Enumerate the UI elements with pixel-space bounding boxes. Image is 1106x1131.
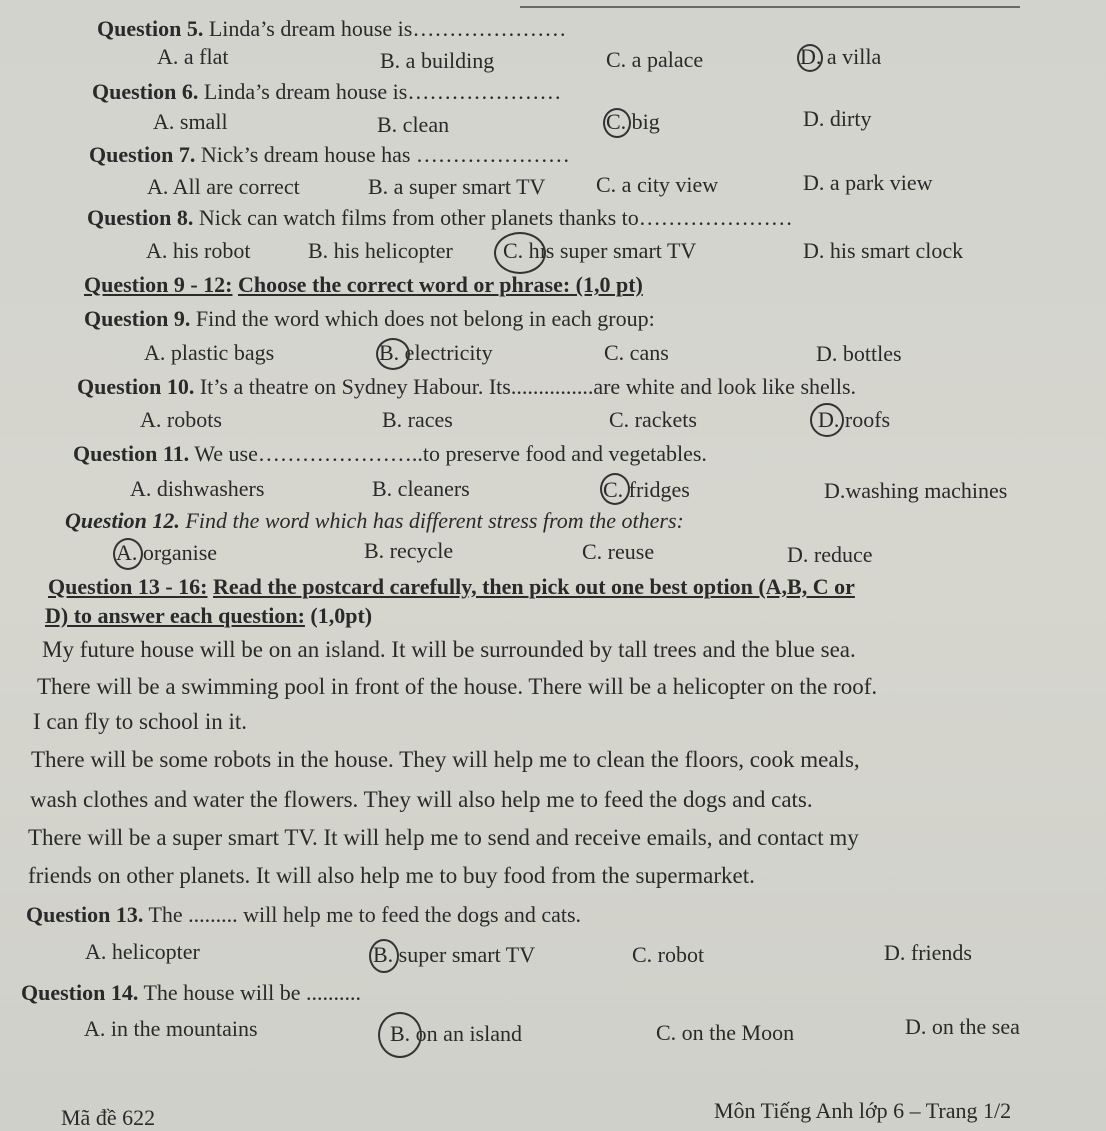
option-c: C. his super smart TV <box>503 238 697 263</box>
question-5 <box>97 16 566 42</box>
option-d: D. dirty <box>803 106 872 131</box>
question-label: Question 9. <box>84 306 191 331</box>
answer-circle <box>600 473 630 505</box>
section-text: Choose the correct word or phrase: (1,0 pt) <box>238 272 643 297</box>
answer-circle <box>603 108 631 138</box>
question-text: The ......... will help me to feed the dogs and cats. <box>148 902 582 927</box>
option-b: B. a building <box>380 48 495 73</box>
question-11 <box>73 441 707 467</box>
question-10 <box>77 374 856 400</box>
passage-line: There will be a swimming pool in front of the house. There will be a helicopter on the roof. <box>37 674 878 699</box>
question-text: It’s a theatre on Sydney Habour. Its...............are white and look like shells. <box>199 374 857 399</box>
option-a: A. a flat <box>157 44 229 69</box>
question-9 <box>84 306 655 332</box>
question-text: Linda’s dream house is………………… <box>208 16 567 41</box>
option-c: C. on the Moon <box>656 1020 795 1045</box>
subject-page-number: Môn Tiếng Anh lớp 6 – Trang 1/2 <box>714 1098 1012 1123</box>
passage-line: I can fly to school in it. <box>33 709 247 734</box>
question-text: Find the word which has different stress from the others: <box>185 508 684 533</box>
option-a: A. robots <box>140 407 222 432</box>
option-b: B. a super smart TV <box>368 174 546 199</box>
option-b: B. recycle <box>364 538 454 563</box>
option-c: C. fridges <box>603 477 690 502</box>
option-d: D. roofs <box>818 407 891 432</box>
option-c: C. big <box>606 109 660 134</box>
question-text: Nick’s dream house has ………………… <box>200 142 570 167</box>
option-a: A. in the mountains <box>84 1016 258 1041</box>
answer-circle <box>810 403 844 437</box>
question-label: Question 7. <box>89 142 196 167</box>
question-7 <box>89 142 570 168</box>
option-a: A. dishwashers <box>130 476 265 501</box>
question-14 <box>21 980 361 1006</box>
question-label: Question 6. <box>92 79 199 104</box>
option-d: D. a park view <box>803 170 933 195</box>
option-b: B. cleaners <box>372 476 470 501</box>
answer-circle <box>376 338 410 370</box>
question-label: Question 5. <box>97 16 204 41</box>
section-points: (1,0pt) <box>310 603 373 628</box>
section-heading-9-12 <box>84 272 643 298</box>
answer-circle <box>369 939 399 973</box>
question-12 <box>65 508 684 534</box>
option-a: A. small <box>153 109 228 134</box>
option-d: D. his smart clock <box>803 238 964 263</box>
question-6 <box>92 79 561 105</box>
option-c: C. robot <box>632 942 705 967</box>
question-13 <box>26 902 581 928</box>
option-c: C. rackets <box>609 407 697 432</box>
option-a: A. organise <box>116 540 218 565</box>
exam-code: Mã đề 622 <box>61 1105 156 1130</box>
answer-circle <box>378 1012 422 1058</box>
option-b: B. clean <box>377 112 450 137</box>
option-b: B. races <box>382 407 453 432</box>
section-heading-13-16-line2 <box>45 603 372 629</box>
passage-line: There will be a super smart TV. It will help me to send and receive emails, and contact my <box>28 825 859 850</box>
passage-line: friends on other planets. It will also help me to buy food from the supermarket. <box>28 863 755 888</box>
question-label: Question 14. <box>21 980 139 1005</box>
answer-circle <box>494 232 546 274</box>
question-text: Nick can watch films from other planets thanks to………………… <box>198 205 793 230</box>
question-label: Question 11. <box>73 441 190 466</box>
option-a: A. All are correct <box>147 174 300 199</box>
question-label: Question 10. <box>77 374 195 399</box>
option-c: C. a city view <box>596 172 719 197</box>
option-d: D. a villa <box>800 44 882 69</box>
option-a: A. his robot <box>146 238 251 263</box>
section-text-cont: D) to answer each question: <box>45 603 305 628</box>
option-b: B. super smart TV <box>373 942 536 967</box>
section-text: Read the postcard carefully, then pick out one best option (A,B, C or <box>213 574 855 599</box>
question-text: The house will be .......... <box>143 980 361 1005</box>
question-text: Find the word which does not belong in each group: <box>195 306 655 331</box>
cropped-header-line <box>520 0 1020 8</box>
section-label: Question 9 - 12: <box>84 272 233 297</box>
section-label: Question 13 - 16: <box>48 574 208 599</box>
question-text: Linda’s dream house is………………… <box>203 79 562 104</box>
option-b: B. his helicopter <box>308 238 453 263</box>
option-b: B. on an island <box>390 1021 522 1046</box>
option-c: C. a palace <box>606 47 704 72</box>
option-d: D. reduce <box>787 542 873 567</box>
option-b: B. electricity <box>379 340 493 365</box>
option-d: D. bottles <box>816 341 902 366</box>
question-label: Question 13. <box>26 902 144 927</box>
section-heading-13-16 <box>48 574 855 600</box>
answer-circle <box>797 44 823 72</box>
option-d: D. friends <box>884 940 972 965</box>
option-c: C. cans <box>604 340 669 365</box>
option-d: D.washing machines <box>824 478 1008 503</box>
option-a: A. helicopter <box>85 939 200 964</box>
question-label: Question 8. <box>87 205 194 230</box>
question-8 <box>87 205 793 231</box>
option-a: A. plastic bags <box>144 340 275 365</box>
option-d: D. on the sea <box>905 1014 1020 1039</box>
passage-line: There will be some robots in the house. They will help me to clean the floors, cook meals, <box>31 747 860 772</box>
question-text: We use…………………..to preserve food and vegetables. <box>194 441 707 466</box>
option-c: C. reuse <box>582 539 655 564</box>
passage-line: My future house will be on an island. It will be surrounded by tall trees and the blue sea. <box>42 637 856 662</box>
question-label: Question 12. <box>65 508 180 533</box>
answer-circle <box>113 538 143 570</box>
passage-line: wash clothes and water the flowers. They will also help me to feed the dogs and cats. <box>30 787 813 812</box>
